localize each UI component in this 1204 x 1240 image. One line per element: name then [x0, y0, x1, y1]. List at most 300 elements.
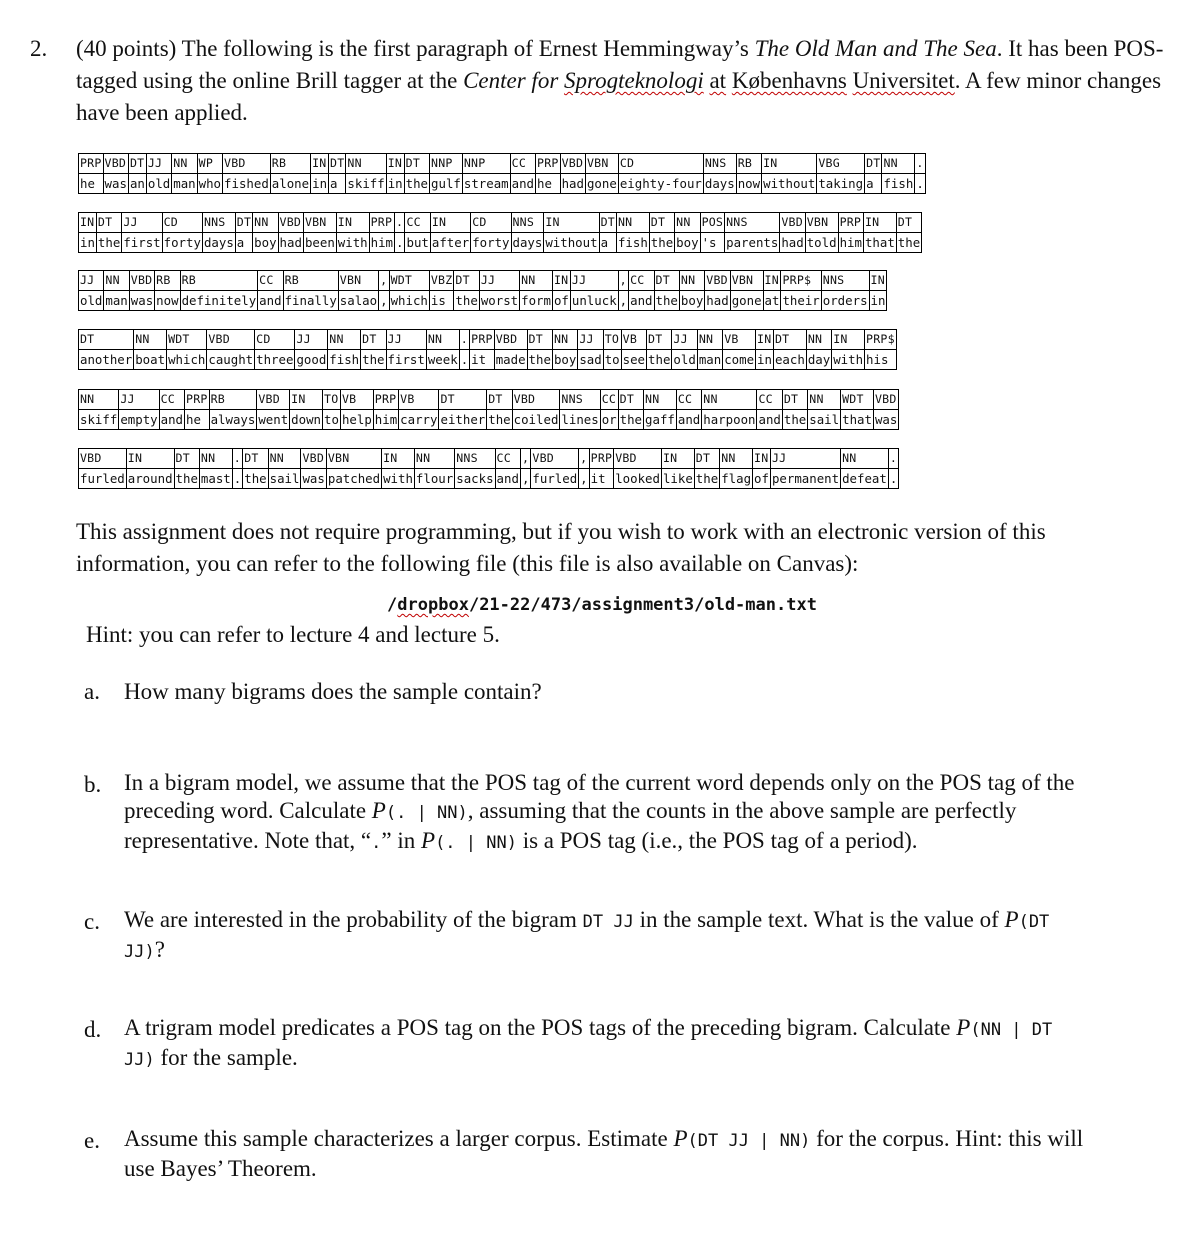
word-cell: .	[915, 174, 925, 194]
pos-tag-cell: DT	[694, 449, 719, 469]
tag-row	[79, 271, 887, 291]
intro-text-3: A few minor changes have been applied.	[76, 68, 1162, 125]
pos-tag-cell: NN	[675, 213, 700, 233]
word-cell: ,	[520, 469, 530, 489]
pos-tag-cell: VBD	[531, 449, 579, 469]
availability-note: This assignment does not require programming, but if you wish to work with an electronic version of this information, you can refer to the following file (this file is also available on Canvas):	[76, 519, 1046, 576]
tagged-sentence-table	[78, 448, 899, 489]
part-d-text: A trigram model predicates a POS tag on the POS tags of the preceding bigram. Calculate P(NN | DT JJ) for the sample.	[124, 1015, 1053, 1070]
pos-tag-cell: PRP$	[865, 330, 897, 350]
pos-tag-cell: JJ	[570, 271, 618, 291]
word-cell: an	[128, 174, 146, 194]
word-cell: which	[167, 350, 207, 370]
word-cell: 's	[700, 233, 725, 253]
word-cell: was	[873, 410, 898, 430]
word-cell: finally	[283, 291, 338, 311]
pos-tag-cell: VBD	[103, 154, 128, 174]
pos-tag-cell: .	[888, 449, 898, 469]
pos-tag-cell: NN	[808, 390, 841, 410]
word-cell: ,	[618, 291, 628, 311]
pos-tag-cell: NN	[268, 449, 301, 469]
word-cell: stream	[462, 174, 510, 194]
word-cell: boy	[552, 350, 577, 370]
pos-tag-cell: NN	[841, 449, 889, 469]
word-cell: taking	[817, 174, 865, 194]
word-cell: ,	[379, 291, 389, 311]
pos-tag-cell: NN	[328, 330, 361, 350]
pos-tag-cell: WDT	[389, 271, 429, 291]
pos-tag-cell: RB	[283, 271, 338, 291]
pos-tag-cell: NN	[806, 330, 831, 350]
word-cell: orders	[821, 291, 869, 311]
word-cell: .	[232, 469, 242, 489]
word-cell: him	[838, 233, 863, 253]
word-cell: days	[202, 233, 235, 253]
word-cell: the	[654, 291, 679, 311]
word-cell: in	[869, 291, 887, 311]
pos-tag-cell: .	[232, 449, 242, 469]
hint: Hint: you can refer to lecture 4 and lecture 5.	[86, 622, 500, 647]
word-cell: and	[757, 410, 782, 430]
pos-tag-cell: PRP	[373, 390, 398, 410]
word-cell: boy	[679, 291, 704, 311]
word-cell: .	[395, 233, 405, 253]
tagged-sentence-table	[78, 389, 899, 430]
pos-tag-cell: VBD	[560, 154, 585, 174]
part-c-label: c.	[84, 909, 100, 934]
tag-row	[79, 213, 922, 233]
pos-tag-cell: VBN	[805, 213, 838, 233]
word-cell: had	[705, 291, 730, 311]
pos-tag-cell: DT	[235, 213, 252, 233]
pos-tag-cell: CC	[258, 271, 283, 291]
pos-tag-cell: VBD	[873, 390, 898, 410]
pos-tag-cell: JJ	[672, 330, 697, 350]
university-part-1: Københavns	[731, 68, 847, 93]
pos-tag-cell: VBN	[303, 213, 336, 233]
pos-tag-cell: DT	[404, 154, 429, 174]
pos-tag-cell: DT	[647, 330, 672, 350]
intro-text-1: The following is the first paragraph of Ernest Hemmingway’s	[181, 36, 749, 61]
pos-tag-cell: JJ	[79, 271, 104, 291]
word-cell: harpoon	[702, 410, 757, 430]
pos-tag-cell: RB	[209, 390, 257, 410]
pos-tag-cell: NN	[414, 449, 454, 469]
pos-tag-cell: JJ	[770, 449, 840, 469]
pos-tag-cell: VBD	[223, 154, 271, 174]
part-b-text: In a bigram model, we assume that the POS tag of the current word depends only on the POS tag of the preceding word. Calculate P(. | NN), assuming that the counts in the above sample are perfectly representative. Note that, “.” in P(. | NN) is a POS tag (i.e., the POS tag of a period).	[124, 770, 1075, 853]
word-cell: down	[290, 410, 323, 430]
word-cell: the	[782, 410, 807, 430]
word-cell: of	[753, 469, 771, 489]
pos-tag-cell: VBN	[585, 154, 618, 174]
word-cell: boy	[253, 233, 278, 253]
word-row	[79, 233, 922, 253]
word-cell: the	[487, 410, 512, 430]
word-cell: man	[104, 291, 129, 311]
pos-tag-cell: IN	[832, 330, 865, 350]
pos-tag-cell: DT	[773, 330, 806, 350]
word-cell: and	[629, 291, 654, 311]
pos-tag-cell: VBD	[79, 449, 127, 469]
pos-tag-cell: NNP	[430, 154, 463, 174]
word-cell: boy	[675, 233, 700, 253]
pos-tag-cell: CD	[618, 154, 703, 174]
question-intro: (40 points) The following is the first paragraph of Ernest Hemmingway’s The Old Man and The Sea. It has been POS-tagged using the online Brill tagger at the Center for Sprogteknologi at Københavns Universitet. A few minor changes have been applied.	[76, 36, 1164, 125]
word-cell: his	[865, 350, 897, 370]
word-cell: or	[600, 410, 618, 430]
pos-tag-cell: CC	[510, 154, 535, 174]
word-cell: in	[79, 233, 97, 253]
pos-tag-cell: PRP	[185, 390, 210, 410]
pos-tag-cell: VBN	[338, 271, 378, 291]
pos-tag-cell: VBD	[494, 330, 527, 350]
tag-row	[79, 390, 899, 410]
pos-tag-cell: NN	[679, 271, 704, 291]
pos-tag-cell: IN	[386, 154, 404, 174]
word-row	[79, 469, 899, 489]
pos-tag-cell: RB	[155, 271, 180, 291]
word-cell: their	[781, 291, 821, 311]
part-b-label: b.	[84, 772, 102, 797]
pos-tag-cell: NN	[616, 213, 649, 233]
pos-tag-cell: DT	[865, 154, 882, 174]
word-cell: it	[470, 350, 495, 370]
pos-tag-cell: JJ	[119, 390, 159, 410]
word-cell: the	[649, 233, 674, 253]
word-cell: with	[832, 350, 865, 370]
word-cell: first	[386, 350, 426, 370]
word-cell: had	[560, 174, 585, 194]
word-cell: the	[527, 350, 552, 370]
pos-tag-cell: DT	[654, 271, 679, 291]
word-cell: unluck	[570, 291, 618, 311]
pos-tag-cell: VBN	[730, 271, 763, 291]
word-cell: sad	[578, 350, 603, 370]
pos-tag-cell: VBD	[301, 449, 326, 469]
pos-tag-cell: VBD	[207, 330, 255, 350]
pos-tag-cell: VB	[399, 390, 439, 410]
pos-tag-cell: NNS	[821, 271, 869, 291]
pos-tag-cell: NN	[426, 330, 459, 350]
word-cell: first	[122, 233, 162, 253]
pos-tag-cell: CC	[405, 213, 430, 233]
pos-tag-cell: JJ	[386, 330, 426, 350]
word-cell: had	[780, 233, 805, 253]
pos-tag-cell: DT	[896, 213, 921, 233]
pos-tag-cell: NN	[644, 390, 677, 410]
word-cell: went	[257, 410, 290, 430]
pos-tag-cell: NN	[172, 154, 197, 174]
word-cell: old	[79, 291, 104, 311]
word-cell: and	[676, 410, 701, 430]
pos-tag-cell: DT	[599, 213, 616, 233]
word-cell: him	[369, 233, 394, 253]
pos-tag-cell: IN	[661, 449, 694, 469]
pos-tag-cell: CC	[757, 390, 782, 410]
pos-tag-cell: NN	[79, 390, 119, 410]
pos-tag-cell: DT	[782, 390, 807, 410]
pos-tag-cell: RB	[270, 154, 310, 174]
pos-tag-cell: VBN	[326, 449, 381, 469]
pos-tag-cell: NNS	[725, 213, 780, 233]
pos-tag-cell: NNS	[202, 213, 235, 233]
pos-tag-cell: WP	[197, 154, 222, 174]
word-cell: was	[301, 469, 326, 489]
part-a-text: How many bigrams does the sample contain?	[124, 679, 542, 704]
word-cell: was	[129, 291, 154, 311]
pos-tag-cell: NN	[720, 449, 753, 469]
word-cell: skiff	[79, 410, 119, 430]
pos-tag-cell: NNP	[462, 154, 510, 174]
word-cell: the	[361, 350, 386, 370]
word-cell: now	[736, 174, 761, 194]
pos-tag-cell: VB	[340, 390, 373, 410]
pos-tag-cell: PRP	[838, 213, 863, 233]
word-cell: in	[756, 350, 774, 370]
pos-tag-cell: ,	[379, 271, 389, 291]
word-cell: .	[459, 350, 469, 370]
pos-tag-cell: IN	[311, 154, 329, 174]
word-cell: who	[197, 174, 222, 194]
pos-tag-cell: POS	[700, 213, 725, 233]
pos-tag-cell: NNS	[560, 390, 600, 410]
word-cell: sacks	[455, 469, 495, 489]
pos-tag-cell: DT	[649, 213, 674, 233]
word-cell: the	[96, 233, 121, 253]
pos-tag-cell: CC	[495, 449, 520, 469]
pos-tag-cell: WDT	[841, 390, 874, 410]
word-cell: forty	[471, 233, 511, 253]
word-cell: without	[762, 174, 817, 194]
word-cell: the	[896, 233, 921, 253]
word-cell: gone	[730, 291, 763, 311]
pos-tag-cell: NN	[134, 330, 167, 350]
word-cell: with	[336, 233, 369, 253]
word-cell: fish	[616, 233, 649, 253]
word-cell: he	[79, 174, 104, 194]
word-cell: boat	[134, 350, 167, 370]
word-cell: furled	[79, 469, 127, 489]
word-cell: lines	[560, 410, 600, 430]
pos-tag-cell: IN	[336, 213, 369, 233]
word-cell: forty	[162, 233, 202, 253]
pos-tag-cell: NN	[199, 449, 232, 469]
word-cell: parents	[725, 233, 780, 253]
pos-tag-cell: DT	[487, 390, 512, 410]
word-cell: he	[536, 174, 561, 194]
word-cell: a	[235, 233, 252, 253]
points: (40 points)	[76, 36, 177, 61]
word-row	[79, 291, 887, 311]
word-cell: told	[805, 233, 838, 253]
pos-tag-cell: JJ	[122, 213, 162, 233]
pos-tag-cell: NN	[552, 330, 577, 350]
part-a-label: a.	[84, 679, 100, 704]
pos-tag-cell: VBD	[257, 390, 290, 410]
word-cell: good	[295, 350, 328, 370]
pos-tag-cell: .	[915, 154, 925, 174]
pos-tag-cell: DT	[243, 449, 268, 469]
tag-row	[79, 449, 899, 469]
pos-tag-cell: DT	[96, 213, 121, 233]
pos-tag-cell: JJ	[146, 154, 171, 174]
intro-text-2: It has been POS-tagged using the online Brill tagger at the	[76, 36, 1164, 93]
pos-tag-cell: NN	[882, 154, 915, 174]
word-cell: a	[599, 233, 616, 253]
word-cell: flour	[414, 469, 454, 489]
pos-tag-cell: CD	[162, 213, 202, 233]
pos-tag-cell: CC	[600, 390, 618, 410]
word-cell: without	[544, 233, 599, 253]
pos-tag-cell: NN	[104, 271, 129, 291]
part-e-label: e.	[84, 1128, 100, 1153]
word-cell: gulf	[430, 174, 463, 194]
pos-tag-cell: NN	[253, 213, 278, 233]
word-cell: and	[510, 174, 535, 194]
word-cell: looked	[614, 469, 662, 489]
pos-tag-cell: DT	[439, 390, 487, 410]
word-cell: man	[172, 174, 197, 194]
word-cell: .	[888, 469, 898, 489]
word-cell: always	[209, 410, 257, 430]
pos-tag-cell: PRP	[79, 154, 104, 174]
word-cell: him	[373, 410, 398, 430]
pos-tag-cell: DT	[454, 271, 479, 291]
word-cell: old	[146, 174, 171, 194]
word-cell: the	[647, 350, 672, 370]
word-cell: each	[773, 350, 806, 370]
pos-tag-cell: PRP	[536, 154, 561, 174]
pos-tag-cell: NNS	[455, 449, 495, 469]
word-cell: around	[126, 469, 174, 489]
word-cell: fish	[328, 350, 361, 370]
pos-tag-cell: TO	[323, 390, 341, 410]
word-cell: days	[511, 233, 544, 253]
pos-tag-cell: JJ	[479, 271, 519, 291]
word-cell: and	[258, 291, 283, 311]
word-row	[79, 174, 926, 194]
tagged-sentence-table	[78, 329, 897, 370]
pos-tag-cell: DT	[79, 330, 134, 350]
pos-tag-cell: PRP	[589, 449, 614, 469]
pos-tag-cell: RB	[180, 271, 258, 291]
word-cell: in	[311, 174, 329, 194]
pos-tag-cell: IN	[869, 271, 887, 291]
center-name: Center for Sprogteknologi	[463, 68, 704, 93]
pos-tag-cell: VBD	[780, 213, 805, 233]
pos-tag-cell: VBD	[129, 271, 154, 291]
pos-tag-cell: ,	[618, 271, 628, 291]
word-cell: now	[155, 291, 180, 311]
pos-tag-cell: IN	[863, 213, 896, 233]
pos-tag-cell: VBD	[705, 271, 730, 291]
word-cell: to	[603, 350, 621, 370]
word-cell: was	[103, 174, 128, 194]
pos-tag-cell: ,	[520, 449, 530, 469]
pos-tag-cell: NN	[346, 154, 386, 174]
pos-tag-cell: VBG	[817, 154, 865, 174]
pos-tag-cell: IN	[753, 449, 771, 469]
word-cell: either	[439, 410, 487, 430]
word-cell: after	[430, 233, 470, 253]
word-cell: mast	[199, 469, 232, 489]
at-word: at	[709, 68, 727, 93]
word-cell: in	[386, 174, 404, 194]
word-row	[79, 350, 897, 370]
pos-tag-cell: .	[395, 213, 405, 233]
question-number: 2.	[30, 36, 48, 61]
pos-tag-cell: WDT	[167, 330, 207, 350]
pos-tag-cell: .	[459, 330, 469, 350]
tagged-sentence-table	[78, 212, 922, 253]
word-cell: empty	[119, 410, 159, 430]
tag-row	[79, 154, 926, 174]
pos-tag-cell: IN	[762, 154, 817, 174]
word-cell: caught	[207, 350, 255, 370]
word-cell: is	[429, 291, 454, 311]
part-e-text: Assume this sample characterizes a larger corpus. Estimate P(DT JJ | NN) for the corpus. Hint: this will use Bayes’ Theorem.	[124, 1126, 1084, 1181]
pos-tag-cell: VBD	[512, 390, 560, 410]
word-cell: which	[389, 291, 429, 311]
tag-row	[79, 330, 897, 350]
word-cell: patched	[326, 469, 381, 489]
word-cell: but	[405, 233, 430, 253]
word-cell: definitely	[180, 291, 258, 311]
tagged-sentence-table	[78, 153, 926, 194]
word-cell: it	[589, 469, 614, 489]
pos-tag-cell: NNS	[511, 213, 544, 233]
pos-tag-cell: RB	[736, 154, 761, 174]
pos-tag-cell: IN	[79, 213, 97, 233]
word-cell: that	[841, 410, 874, 430]
pos-tag-cell: VBZ	[429, 271, 454, 291]
pos-tag-cell: NNS	[703, 154, 736, 174]
tagged-sentence-table	[78, 270, 887, 311]
word-cell: the	[243, 469, 268, 489]
pos-tag-cell: IN	[382, 449, 415, 469]
word-row	[79, 410, 899, 430]
pos-tag-cell: PRP$	[781, 271, 821, 291]
word-cell: and	[495, 469, 520, 489]
pos-tag-cell: VBD	[278, 213, 303, 233]
pos-tag-cell: DT	[329, 154, 346, 174]
word-cell: and	[159, 410, 184, 430]
word-cell: eighty-four	[618, 174, 703, 194]
word-cell: carry	[399, 410, 439, 430]
pos-tag-cell: DT	[128, 154, 146, 174]
word-cell: at	[763, 291, 781, 311]
pos-tag-cell: NN	[520, 271, 553, 291]
pos-tag-cell: VB	[621, 330, 646, 350]
pos-tag-cell: TO	[603, 330, 621, 350]
pos-tag-cell: IN	[763, 271, 781, 291]
pos-tag-cell: CC	[676, 390, 701, 410]
part-d-label: d.	[84, 1017, 102, 1042]
word-cell: ,	[579, 469, 589, 489]
word-cell: form	[520, 291, 553, 311]
word-cell: to	[323, 410, 341, 430]
word-cell: old	[672, 350, 697, 370]
word-cell: like	[661, 469, 694, 489]
university-part-2: Universitet	[852, 68, 955, 93]
pos-tag-cell: CC	[629, 271, 654, 291]
pos-tag-cell: NN	[702, 390, 757, 410]
pos-tag-cell: VB	[723, 330, 756, 350]
word-cell: salao	[338, 291, 378, 311]
pos-tag-cell: VBD	[614, 449, 662, 469]
word-cell: coiled	[512, 410, 560, 430]
